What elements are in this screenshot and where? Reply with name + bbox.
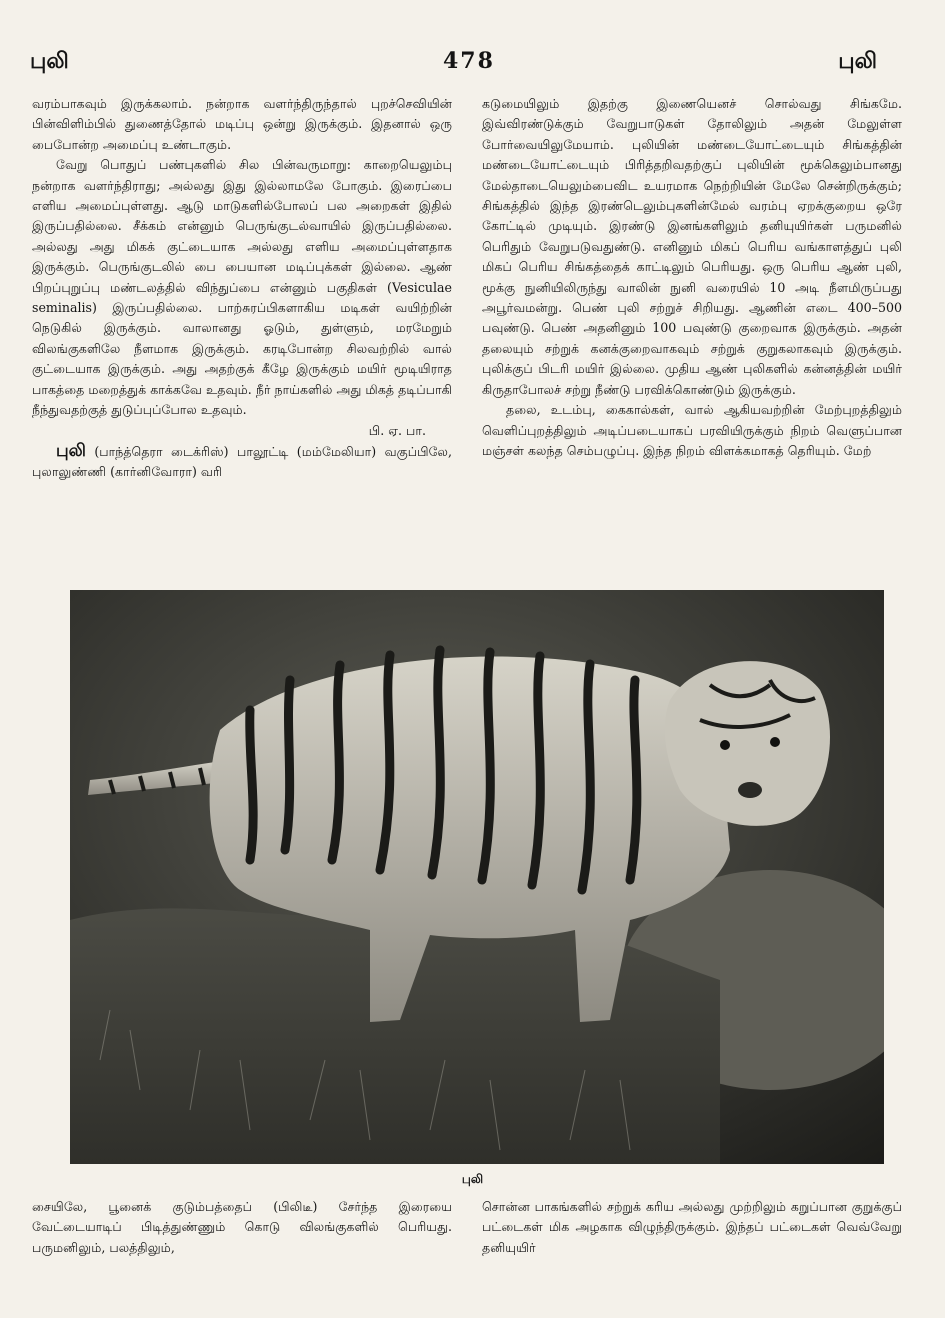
running-head-left: புலி [30, 48, 69, 74]
running-head-right: புலி [838, 48, 877, 74]
entry-headword: புலி [56, 440, 86, 461]
paragraph: வேறு பொதுப் பண்புகளில் சில பின்வருமாறு: காறையெலும்பு நன்றாக வளர்ந்திராது; அல்லது இது இல்லாமலே போகும். இரைப்பை எளிய அமைப்புள்ளது. ஆடு மாடுகளில்போலப் பல அறைகள் இதில் இருப்பதில்லை. சீக்கம் என்னும் பெருங்குடல்வாயில் இருப்பதில்லை. அல்லது அது மிகக் குட்டையாக அல்லது எளிய அமைப்புள்ளதாக இருக்கும். பெருங்குடலில் பை பையான மடிப்புக்கள் இல்லை. ஆண் பிறப்புறுப்பு மண்டலத்தில் விந்துப்பை என்னும் பகுதிகள் (Vesiculae seminalis) இருப்பதில்லை. பாற்சுரப்பிகளாகிய மடிகள் வயிற்றின் நெடுகில் இருக்கும். வாலானது ஓடும், துள்ளும், மரமேறும் விலங்குகளிலே நீளமாக இருக்கும். கரடிபோன்ற சிலவற்றில் வால் குட்டையாக இருக்கும். அது அதற்குக் கீழே இருக்கும் மயிர் மூடியிராத பாகத்தை மறைத்துக் காக்கவே உதவும். நீர் நாய்களில் அது மிகத் தடிப்பாகி நீந்துவதற்குத் துடுப்புப்போல உதவும். [32, 157, 452, 418]
column-right-top [482, 94, 902, 461]
entry-text: (பாந்த்தெரா டைக்ரிஸ்) பாலூட்டி (மம்மேலியா) வகுப்பிலே, புலாலுண்ணி (கார்னிவோரா) வரி [32, 443, 452, 480]
paragraph: கடுமையிலும் இதற்கு இணையெனச் சொல்வது சிங்கமே. இவ்விரண்டுக்கும் வேறுபாடுகள் தோலிலும் அதன் மேலுள்ள போர்வையிலுமேயாம். புலியின் மண்டையோட்டையும் சிங்கத்தின் மண்டையோட்டையும் பிரித்தறிவதற்குப் புலியின் மூக்கெலும்பானது மேல்தாடையெலும்பைவிட உயரமாக நெற்றியின் மேலே சென்றிருக்கும்; சிங்கத்தில் இந்த இரண்டெலும்புகளின்மேல் வரம்பு ஏறக்குறைய ஒரே கோட்டில் முடியும். இரண்டு இனங்களிலும் தனியுயிர்கள் பருமனில் பெரிதும் வேறுபடுவதுண்டு. எனினும் மிகப் பெரிய வங்காளத்துப் புலி மிகப் பெரிய சிங்கத்தைக் காட்டிலும் பெரியது. ஒரு பெரிய ஆண் புலி, மூக்கு நுனியிலிருந்து வாலின் நுனி வரையில் 10 அடி நீளமிருப்பது அபூர்வமன்று. பெண் புலி சற்றுச் சிறியது. ஆணின் எடை 400–500 பவுண்டு. பெண் அதனினும் 100 பவுண்டு குறைவாக இருக்கும். அதன் தலையும் சற்றுக் கனக்குறைவாகவும் சற்றுக் குறுகலாகவும் இருக்கும். புலிக்குப் பிடரி மயிர் இல்லை. முதிய ஆண் புலிகளில் கன்னத்தின் மயிர் கிருதாபோலச் சற்று நீண்டு பரவிக்கொண்டும் இருக்கும். [482, 96, 902, 397]
paragraph: சொன்ன பாகங்களில் சற்றுக் கரிய அல்லது முற்றிலும் கறுப்பான குறுக்குப் பட்டைகள் மிக அழகாக விழுந்திருக்கும். இந்தப் பட்டைகள் வெவ்வேறு தனியுயிர் [482, 1199, 902, 1255]
column-left-bottom [32, 1197, 452, 1258]
paragraph: வரம்பாகவும் இருக்கலாம். நன்றாக வளர்ந்திருந்தால் புறச்செவியின் பின்விளிம்பில் துணைத்தோல் மடிப்பு ஒன்று இருக்கும். இதனால் ஒரு பைபோன்ற அமைப்பு உண்டாகும். [32, 96, 452, 152]
paragraph: சையிலே, பூனைக் குடும்பத்தைப் (பிலிடீ) சேர்ந்த இரையை வேட்டையாடிப் பிடித்துண்ணும் கொடு விலங்குகளில் பெரியது. பருமனிலும், பலத்திலும், [32, 1199, 452, 1255]
column-right-bottom [482, 1197, 902, 1258]
author-signature: பி. ஏ. பா. [368, 422, 426, 438]
tiger-photograph [70, 590, 884, 1164]
figure-caption: புலி [461, 1172, 484, 1186]
column-left-top [32, 94, 452, 483]
entry-paragraph [32, 441, 452, 483]
page-number: 478 [443, 48, 495, 74]
paragraph: தலை, உடம்பு, கைகால்கள், வால் ஆகியவற்றின் மேற்புறத்திலும் வெளிப்புறத்திலும் அடிப்படையாகப் பரவியிருக்கும் நிறம் வெளுப்பான மஞ்சள் கலந்த செம்பழுப்பு. இந்த நிறம் விளக்கமாகத் தெரியும். மேற் [482, 402, 902, 458]
